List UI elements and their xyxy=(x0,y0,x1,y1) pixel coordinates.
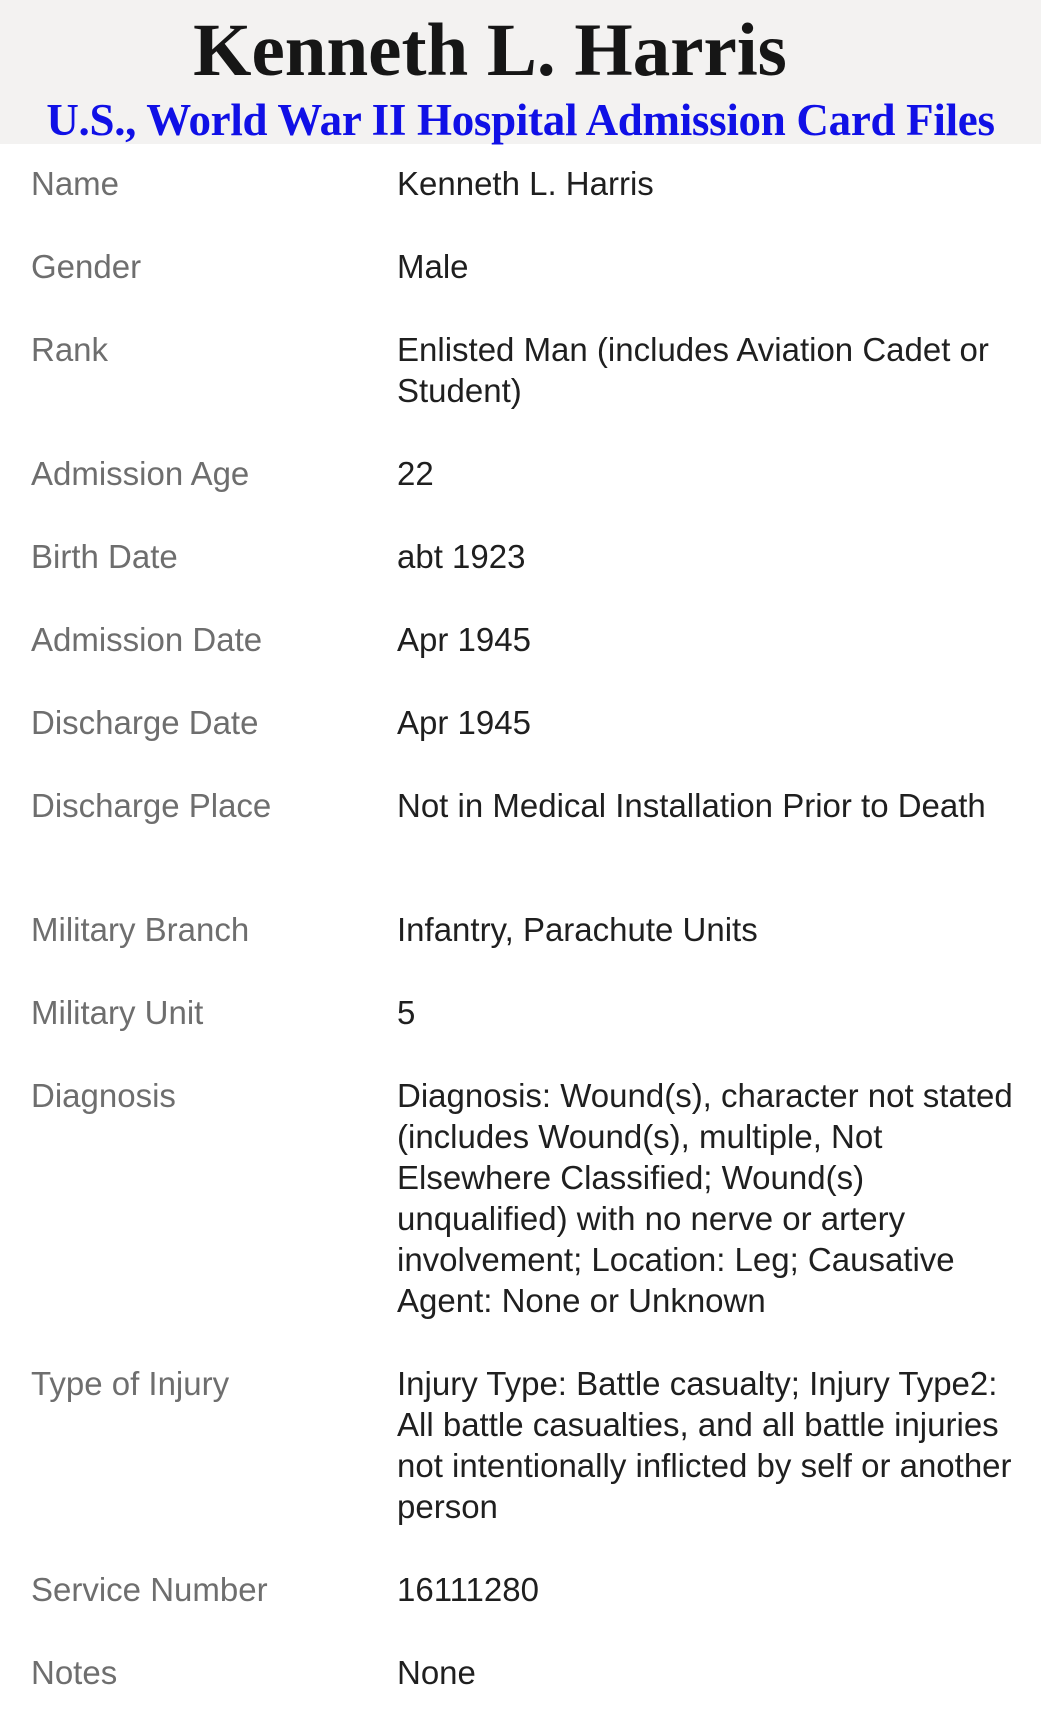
field-row-military-unit xyxy=(0,992,1041,1075)
collection-title: U.S., World War II Hospital Admission Card Files xyxy=(46,95,995,145)
person-name-title: Kenneth L. Harris xyxy=(193,9,787,92)
field-row-gender xyxy=(0,246,1041,329)
field-row-rank xyxy=(0,329,1041,453)
field-label: Birth Date xyxy=(31,538,178,575)
field-label: Gender xyxy=(31,248,142,285)
field-row-name xyxy=(0,163,1041,246)
field-value: Infantry, Parachute Units xyxy=(397,911,758,948)
field-value: Apr 1945 xyxy=(397,704,531,741)
field-label: Admission Age xyxy=(31,455,250,492)
field-label: Service Number xyxy=(31,1571,268,1608)
field-value: abt 1923 xyxy=(397,538,526,575)
record-fields-table xyxy=(0,163,1041,1712)
record-header xyxy=(0,0,1041,144)
field-row-military-branch xyxy=(0,909,1041,992)
field-label: Rank xyxy=(31,331,109,368)
field-row-discharge-date xyxy=(0,702,1041,785)
field-value: Enlisted Man (includes Aviation Cadet or Student) xyxy=(397,331,989,409)
field-row-type-of-injury xyxy=(0,1363,1041,1569)
field-value: Diagnosis: Wound(s), character not stated (includes Wound(s), multiple, Not Elsewhere Classified; Wound(s) unqualified) with no nerve or artery involvement; Location: Leg; Causative Agent: None or Unknown xyxy=(397,1077,1013,1319)
field-row-notes xyxy=(0,1652,1041,1712)
field-label: Admission Date xyxy=(31,621,263,658)
field-row-service-number xyxy=(0,1569,1041,1652)
field-label: Discharge Place xyxy=(31,787,272,824)
field-row-admission-age xyxy=(0,453,1041,536)
field-label: Name xyxy=(31,165,120,202)
field-row-birth-date xyxy=(0,536,1041,619)
field-value: Not in Medical Installation Prior to Death xyxy=(397,787,986,824)
field-value: Male xyxy=(397,248,469,285)
field-value: 5 xyxy=(397,994,416,1031)
field-label: Type of Injury xyxy=(31,1365,230,1402)
field-row-diagnosis xyxy=(0,1075,1041,1363)
field-value: 22 xyxy=(397,455,434,492)
field-value: Injury Type: Battle casualty; Injury Type2: All battle casualties, and all battle injuries not intentionally inflicted by self or another person xyxy=(397,1365,1012,1525)
field-row-discharge-place xyxy=(0,785,1041,909)
field-label: Discharge Date xyxy=(31,704,259,741)
field-label: Military Unit xyxy=(31,994,204,1031)
field-row-admission-date xyxy=(0,619,1041,702)
field-value: 16111280 xyxy=(397,1571,539,1608)
field-value: Apr 1945 xyxy=(397,621,531,658)
field-value: Kenneth L. Harris xyxy=(397,165,654,202)
field-label: Diagnosis xyxy=(31,1077,176,1114)
field-label: Military Branch xyxy=(31,911,250,948)
field-label: Notes xyxy=(31,1654,118,1691)
field-value: None xyxy=(397,1654,476,1691)
